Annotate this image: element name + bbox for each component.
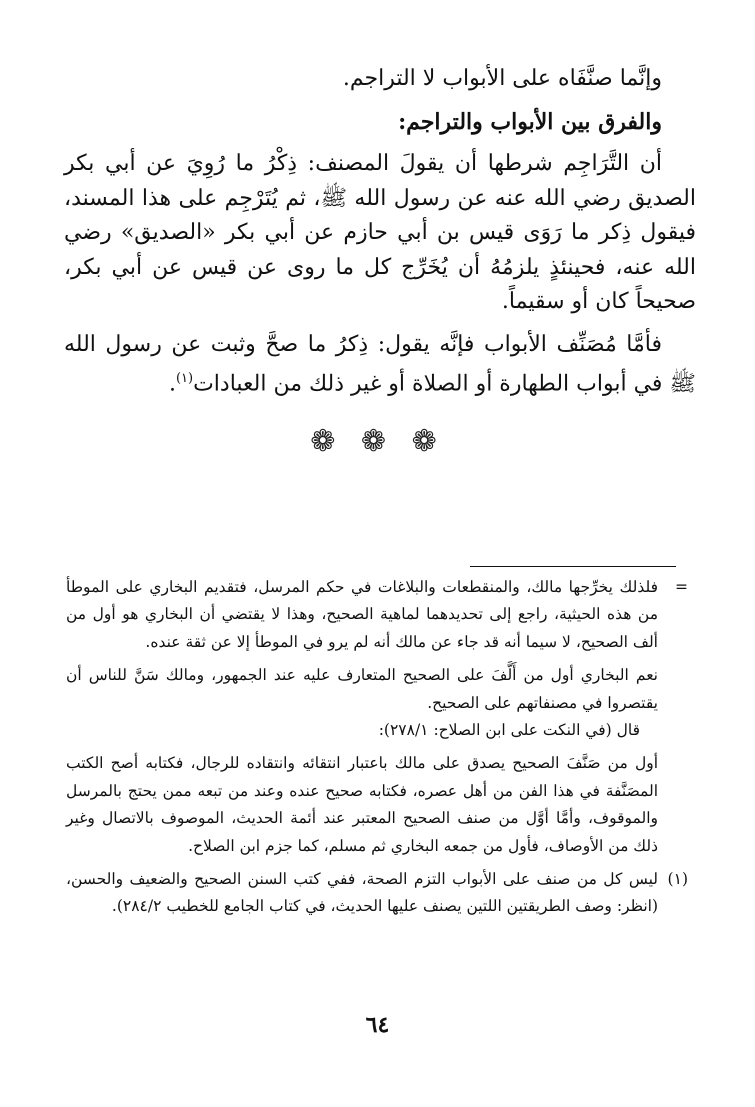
footnote-ref-1[interactable]: (١) [175,371,194,386]
footnote-1-marker: (١) [667,870,688,889]
paragraph-abwab-text: فأمَّا مُصَنِّف الأبواب فإنَّه يقول: ذِكرُ ما صحَّ وثبت عن رسول الله ﷺ في أبواب الطهارة أو الصلاة أو غير ذلك من العبادات [64,331,696,397]
main-text [64,62,696,402]
section-divider-ornament: ❁ ❁ ❁ [310,424,445,459]
footnote-1-text: ليس كل من صنف على الأبواب التزم الصحة، ففي كتب السنن الصحيح والضعيف والحسن، (انظر: وصف الطريقتين اللتين يصنف عليها الحديث، في كتاب الجامع للخطيب ٢٨٤/٢). [66,870,658,916]
footnote-quote-intro: قال (في النكت على ابن الصلاح: ٢٧٨/١): [378,721,640,740]
footnotes [66,574,688,921]
footnote-paragraph: نعم البخاري أول من أَلَّفَ على الصحيح المتعارف عليه عند الجمهور، ومالك سَنَّ للناس أن يقتصروا في مصنفاتهم على الصحيح. [66,666,658,712]
page-number: ٦٤ [365,1012,390,1038]
paragraph-abwab [64,328,696,402]
continuation-marker: = [675,578,688,596]
footnote-continuation [66,574,688,656]
paragraph-abwab-end: . [168,371,176,397]
paragraph-tarajim: أن التَّرَاجِم شرطها أن يقولَ المصنف: ذِكْرُ ما رُوِيَ عن أبي بكر الصديق رضي الله عنه عن رسول الله ﷺ، ثم يُتَرْجِم على هذا المسند، فيقول ذِكر ما رَوَى قيس بن أبي حازم عن أبي بكر «الصديق» رضي الله عنه، فحينئذٍ يلزمُهُ أن يُخَرِّج كل ما روى عن قيس عن أبي بكر، صحيحاً كان أو سقيماً. [64,151,696,314]
footnote-quote: أول من صَنَّفَ الصحيح يصدق على مالك باعتبار انتقائه وانتقاده للرجال، فكتابه أصح الكتب المصَنَّفة في هذا الفن من أهل عصره، فكتابه صحيح عنده وعند من تبعه ممن يحتج بالمرسل والموقوف، وأمَّا أوَّل من صنف الصحيح المعتبر عند أئمة الحديث، الموصوف بالاتصال وغير ذلك من الأوصاف، فأول من جمعه البخاري ثم مسلم، كما جزم ابن الصلاح. [66,754,658,855]
section-heading: والفرق بين الأبواب والتراجم: [398,108,662,135]
footnote-separator [470,566,676,567]
footnote-continuation-text: فلذلك يخرِّجها مالك، والمنقطعات والبلاغات في حكم المرسل، فتقديم البخاري على الموطأ من هذه الحيثية، راجع إلى تحديدهما لماهية الصحيح، وهذا لا يقتضي أن البخاري هو أول من ألف الصحيح، لا سيما أنه قد جاء عن مالك أنه لم يرو في الموطأ إلا عن ثقة عنده. [66,578,658,651]
footnote-1 [66,866,688,921]
opening-line: وإنَّما صنَّفَاه على الأبواب لا التراجم. [342,66,662,91]
